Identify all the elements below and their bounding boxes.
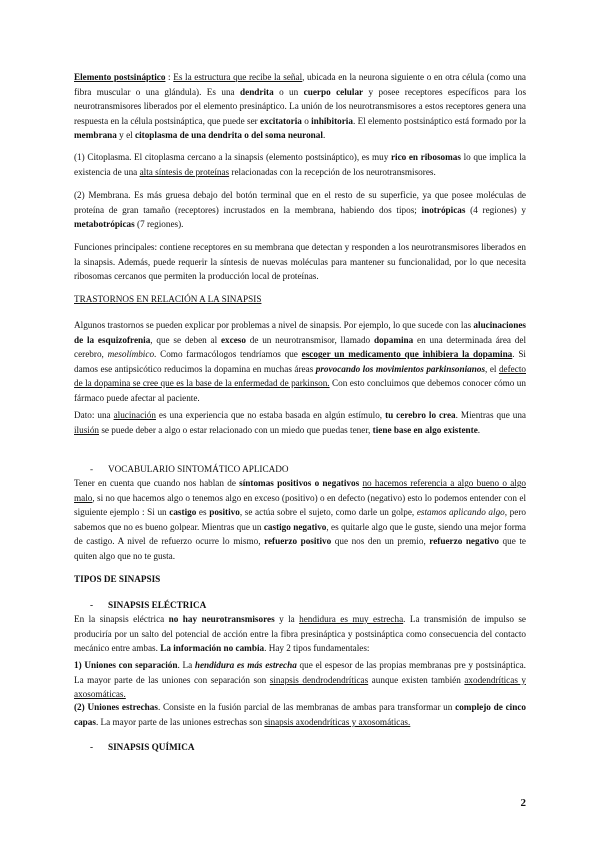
text-span: , es quitarle algo que le guste, siendo una mejor forma de castigo. A nivel de refuerzo ocurre lo mismo, (74, 521, 526, 547)
text-span: , ubicada en la neurona siguiente o en otra célula (como una fibra muscular o una glándula). Es una (74, 72, 526, 97)
bold-term: refuerzo positivo (264, 536, 332, 547)
paragraph-uniones-separacion (74, 658, 526, 702)
text-span: y posee receptores específicos para los neurotransmisores liberados por el elemento presináptico. La unión de los neurotransmisores a estos receptores genera una respuesta en la célula postsináptica, que puede ser (74, 86, 527, 126)
heading-tipos-sinapsis: TIPOS DE SINAPSIS (74, 574, 161, 584)
bold-term: castigo negativo (263, 521, 327, 532)
text-span: o un (273, 86, 304, 97)
text-span: que te quiten algo que no te gusta. (74, 536, 526, 561)
bullet-dash: - (90, 600, 94, 610)
text-span: . Consiste en la fusión parcial de las membranas de ambas para transformar un (157, 702, 456, 712)
text-span: (1) Citoplasma. El citoplasma cercano a la sinapsis (elemento postsináptico), es muy (74, 152, 391, 162)
text-span: aunque existen también (368, 674, 465, 685)
paragraph-citoplasma (74, 150, 526, 179)
text-span: . Mientras que una (455, 410, 526, 420)
text-span: : (165, 72, 174, 82)
bold-term: complejo de cinco capas (74, 702, 526, 727)
text-span: . La mayor parte de las uniones estrechas son (95, 716, 265, 727)
text-span: que nos den un premio, (331, 536, 430, 547)
text-span: pero sabemos que no es bueno golpear. Mientras que un (74, 507, 527, 532)
paragraph-sinapsis-electrica (74, 612, 526, 656)
bullet-vocabulario (90, 462, 289, 477)
bullet-label: SINAPSIS ELÉCTRICA (108, 600, 207, 610)
underlined-text: hendidura es muy estrecha (299, 614, 404, 624)
text-span: y el (116, 130, 135, 141)
text-span: . Como farmacólogos tendríamos que (154, 349, 302, 360)
text-span: Es la estructura que recibe la señal (173, 72, 303, 82)
text-span: se puede deber a algo o estar relacionado con un miedo que puedas tener, (99, 424, 373, 435)
text-span: , se actúa sobre el sujeto, como darle un golpe, (239, 507, 417, 518)
bold-term: rico en ribosomas (390, 152, 461, 162)
text-span: , el (485, 363, 499, 374)
bullet-label: VOCABULARIO SINTOMÁTICO APLICADO (108, 464, 289, 474)
bold-term: positivo (209, 507, 240, 518)
underlined-text: sinapsis dendrodendríticas (269, 674, 369, 685)
bold-italic-term: provocando los movimientos parkinsonianos (315, 363, 486, 374)
text-span: En la sinapsis eléctrica (74, 614, 169, 624)
bullet-sinapsis-electrica (90, 598, 206, 613)
bold-term: membrana (74, 130, 117, 141)
bold-term: no hay neurotransmisores (168, 614, 275, 624)
text-span: Tener en cuenta que cuando nos hablan de (74, 478, 240, 488)
bold-term: citoplasma de una dendrita o del soma neuronal (135, 130, 323, 141)
text-span: . (322, 130, 326, 141)
underlined-text: sinapsis axodendríticas y axosomáticas. (264, 716, 411, 727)
text-span: lo que implica la existencia de una (74, 152, 526, 177)
text-span: (7 regiones). (134, 219, 184, 230)
text-span: Dato: una (74, 410, 114, 420)
bold-italic-term: hendidura es más estrecha (194, 660, 297, 670)
heading-trastornos: TRASTORNOS EN RELACIÓN A LA SINAPSIS (74, 294, 262, 304)
text-span: Algunos trastornos se pueden explicar por problemas a nivel de sinapsis. Por ejemplo, lo que sucede con las (74, 320, 474, 330)
paragraph-funciones (74, 240, 526, 284)
text-span: de un neurotransmisor, llamado (245, 334, 374, 345)
bold-term: inotrópicas (421, 204, 466, 215)
bold-term: síntomas positivos o negativos (239, 478, 360, 488)
underlined-text: axodendríticas y axosomáticas. (74, 674, 526, 700)
italic-text: mesolímbico (107, 349, 155, 360)
paragraph-vocabulario (74, 476, 526, 564)
bold-term: exceso (220, 334, 246, 345)
text-span: (4 regiones) y (465, 204, 526, 215)
paragraph-uniones-estrechas (74, 700, 526, 729)
bold-term: excitatoria (260, 115, 302, 126)
text-span: , si no que hacemos algo o tenemos algo en exceso (positivo) o en defecto (negativo) esto lo podemos entender con el siguiente ejemplo : Si un (74, 492, 526, 518)
bullet-dash: - (90, 742, 94, 752)
text-span: (2) Membrana. Es más gruesa debajo del botón terminal que en el resto de su superficie, ya que posee moléculas de proteína de gran tamaño (receptores) incrustados en la membrana, habiendo dos tipos; (74, 190, 526, 215)
italic-text: estamos aplicando algo, (416, 507, 508, 518)
underlined-text: defecto de la dopamina se cree que es la base de la enfermedad de parkinson. (74, 363, 526, 389)
bullet-sinapsis-quimica (90, 740, 195, 755)
text-span: relacionadas con la recepción de los neurotransmisores. (229, 166, 436, 177)
bold-term: dopamina (373, 334, 414, 345)
bold-term: cuerpo celular (303, 86, 364, 97)
paragraph-elemento-postsinaptico (74, 70, 526, 143)
bold-term: (2) Uniones estrechas (74, 702, 158, 712)
text-span: . Hay 2 tipos fundamentales: (264, 643, 370, 654)
underlined-text: alucinación (113, 410, 156, 420)
bullet-dash: - (90, 464, 94, 474)
bold-term: 1) Uniones con separación (74, 660, 178, 670)
text-span: . La (177, 660, 195, 670)
text-span: Con esto concluimos que debemos conocer cómo un fármaco puede afectar al paciente. (74, 378, 526, 403)
paragraph-trastornos (74, 318, 526, 406)
text-span: . El elemento postsináptico está formado por la (352, 115, 527, 126)
bullet-label: SINAPSIS QUÍMICA (108, 742, 195, 752)
text-span: o (301, 115, 312, 126)
bold-term: metabotrópicas (74, 219, 135, 230)
text-span: en una determinada área del cerebro, (74, 334, 526, 360)
text-span: Funciones principales: contiene receptores en su membrana que detectan y responden a los neurotransmisores liberados en la sinapsis. Además, puede requerir la síntesis de nuevas moléculas para mantener su funcionalidad, por lo que necesita ribosomas cercanos que permiten la producción local de proteínas. (74, 242, 526, 282)
bold-term: tu cerebro lo crea (385, 410, 456, 420)
text-span: . La transmisión de impulso se produciría por un salto del potencial de acción entre la fibra presináptica y postsináptica como consecuencia del contacto mecánico entre ambas. (74, 614, 526, 654)
bold-term: alucinaciones de la esquizofrenia (74, 320, 526, 345)
paragraph-membrana (74, 188, 526, 232)
text-span: . (477, 424, 481, 435)
paragraph-dato (74, 408, 526, 437)
page-number: 2 (520, 797, 526, 809)
bold-underlined-term: escoger un medicamento que inhibiera la dopamina (301, 349, 513, 360)
bold-term: refuerzo negativo (429, 536, 499, 547)
text-span: . Si damos ese antipsicótico reducimos la dopamina en muchas áreas (74, 349, 526, 374)
bold-term: dendrita (240, 86, 274, 97)
text-span: es una experiencia que no estaba basada en algún estímulo, (155, 410, 386, 420)
underlined-text: ilusión (74, 424, 100, 435)
bold-term: La información no cambia (160, 643, 265, 654)
underlined-text: alta síntesis de proteínas (139, 166, 230, 177)
bold-term: inhibitoria (311, 115, 353, 126)
bold-term: tiene base en algo existente (372, 424, 478, 435)
text-span: , que se deben al (150, 334, 221, 345)
term-elemento-postsinaptico: Elemento postsináptico (74, 72, 166, 82)
text-span: y la (274, 614, 300, 624)
bold-term: castigo (169, 507, 197, 518)
underlined-text: no hacemos referencia a algo bueno o algo malo (74, 478, 527, 503)
text-span: es (196, 507, 210, 518)
text-span: que el espesor de las propias membranas pre y postsináptica. La mayor parte de las uniones con separación son (74, 660, 526, 685)
